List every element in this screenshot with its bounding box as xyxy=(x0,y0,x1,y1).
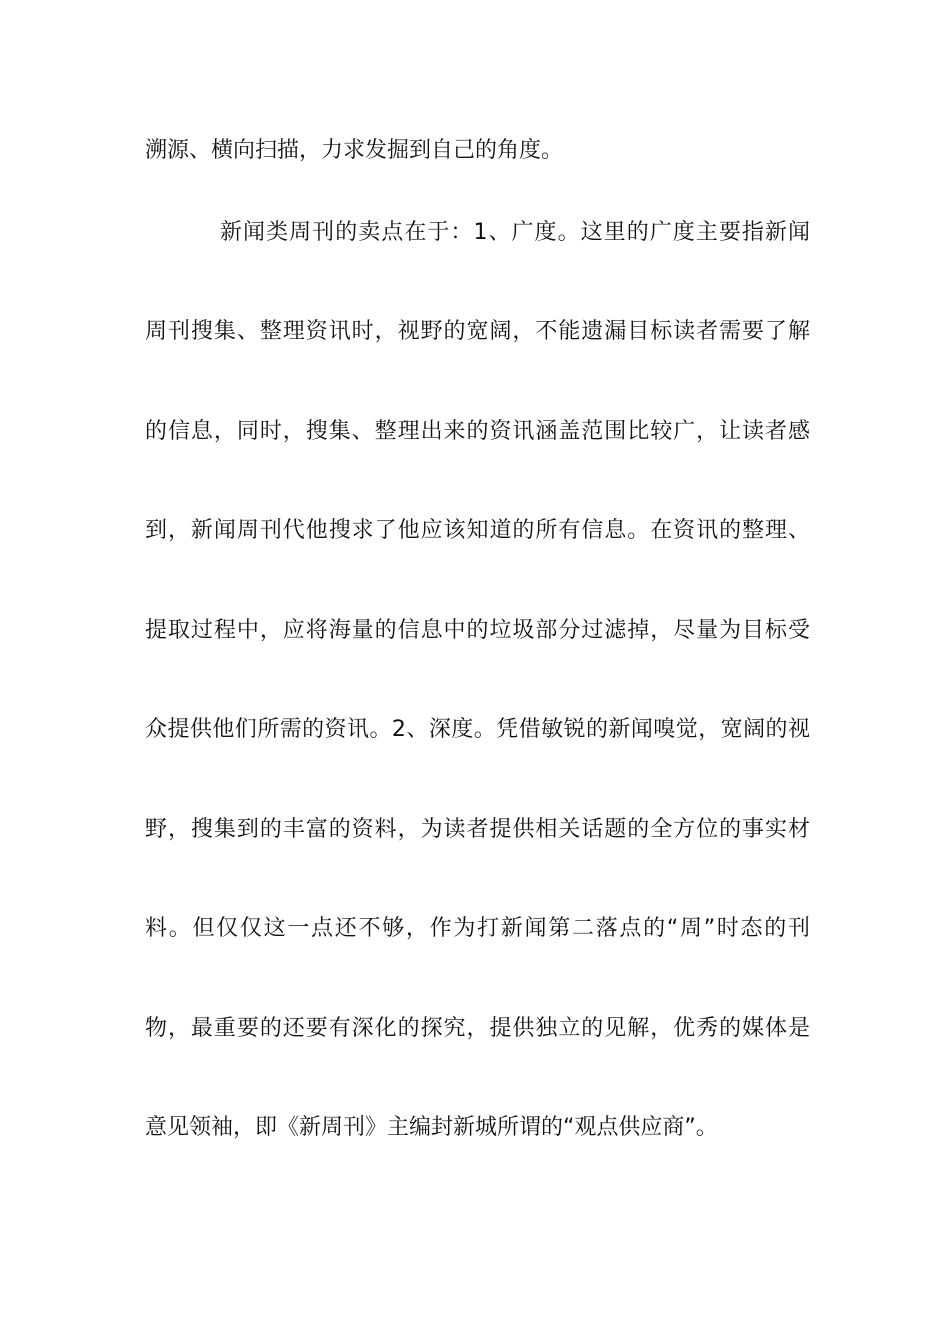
paragraph-first-line: 新闻类周刊的卖点在于：1、广度。这里的广度主要指新闻 xyxy=(220,220,810,245)
text-line: 野，搜集到的丰富的资料，为读者提供相关话题的全方位的事实材 xyxy=(145,817,810,842)
text-line: 众提供他们所需的资讯。2、深度。凭借敏锐的新闻嗅觉，宽阔的视 xyxy=(145,717,810,742)
text-line: 周刊搜集、整理资讯时，视野的宽阔，不能遗漏目标读者需要了解 xyxy=(145,319,810,344)
text-line: 物，最重要的还要有深化的探究，提供独立的见解，优秀的媒体是 xyxy=(145,1016,810,1041)
paragraph-last-line: 意见领袖，即《新周刊》主编封新城所谓的“观点供应商”。 xyxy=(145,1115,718,1140)
text-line: 提取过程中，应将海量的信息中的垃圾部分过滤掉，尽量为目标受 xyxy=(145,618,810,643)
text-line: 到，新闻周刊代他搜求了他应该知道的所有信息。在资讯的整理、 xyxy=(145,518,810,543)
text-line: 的信息，同时，搜集、整理出来的资讯涵盖范围比较广，让读者感 xyxy=(145,419,810,444)
text-line: 料。但仅仅这一点还不够，作为打新闻第二落点的“周”时态的刊 xyxy=(145,916,810,941)
text-line: 溯源、横向扫描，力求发掘到自己的角度。 xyxy=(145,138,564,163)
